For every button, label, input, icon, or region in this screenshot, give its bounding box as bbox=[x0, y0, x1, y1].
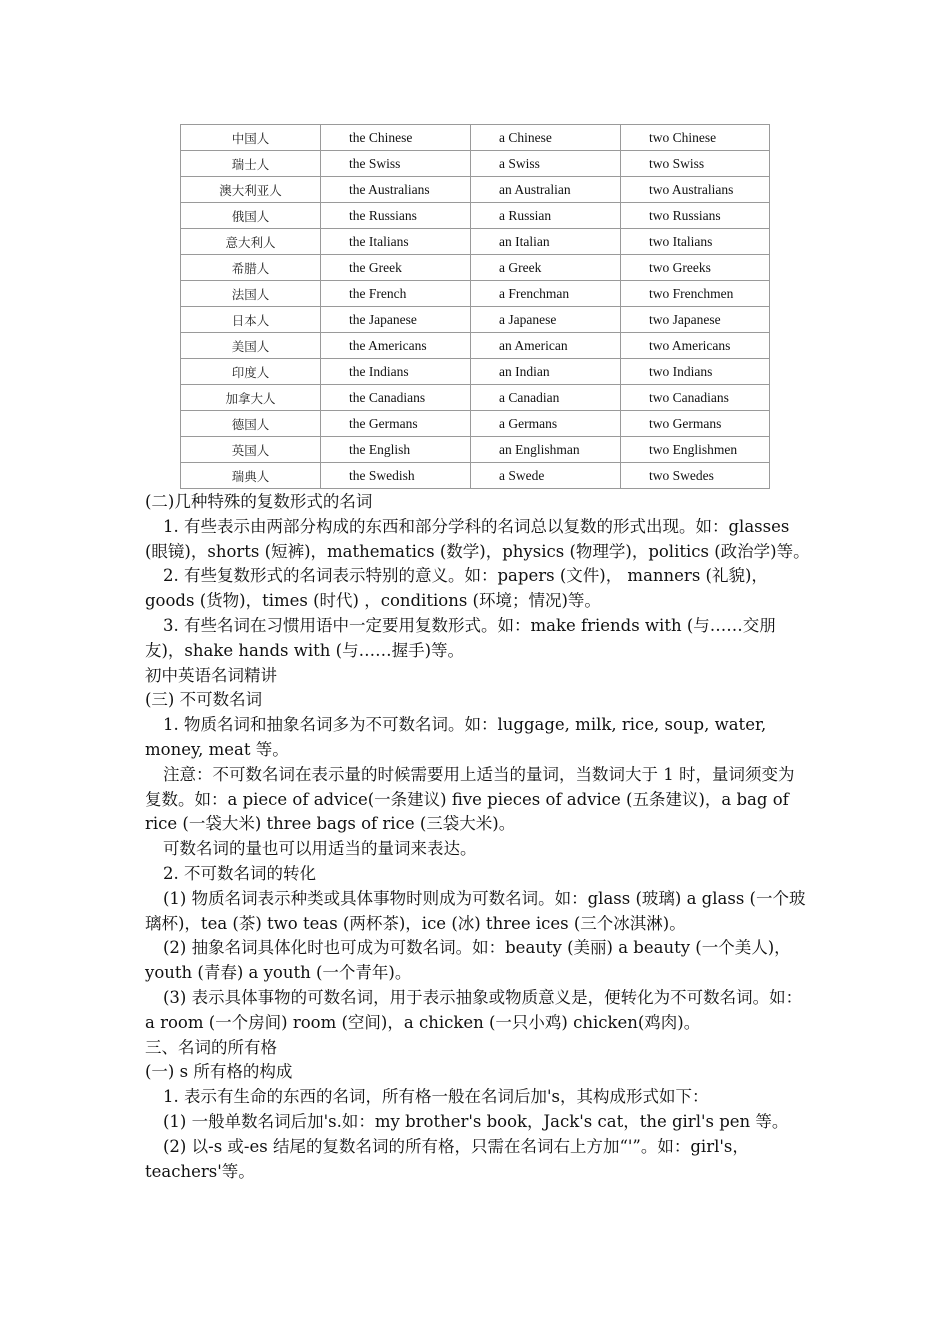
table-row bbox=[181, 281, 770, 307]
singular-cell: an Indian bbox=[471, 359, 621, 385]
two-plural-cell: two Chinese bbox=[621, 125, 770, 151]
singular-cell: a Frenchman bbox=[471, 281, 621, 307]
table-row bbox=[181, 411, 770, 437]
two-plural-cell: two Australians bbox=[621, 177, 770, 203]
subheading-uncountable-conversion: 2. 不可数名词的转化 bbox=[163, 863, 316, 883]
two-plural-cell: two Italians bbox=[621, 229, 770, 255]
two-plural-cell: two Japanese bbox=[621, 307, 770, 333]
section-heading-special-plurals: (二)几种特殊的复数形式的名词 bbox=[145, 492, 373, 511]
singular-cell: a Germans bbox=[471, 411, 621, 437]
chinese-label-cell: 中国人 bbox=[181, 125, 321, 151]
plural-group-cell: the French bbox=[321, 281, 471, 307]
singular-cell: an American bbox=[471, 333, 621, 359]
chinese-label-cell: 加拿大人 bbox=[181, 385, 321, 411]
plural-group-cell: the Greek bbox=[321, 255, 471, 281]
table-row bbox=[181, 151, 770, 177]
paragraph-plural-possessive: (2) 以-s 或-es 结尾的复数名词的所有格，只需在名词右上方加“'”。如：girl's，teachers'等。 bbox=[145, 1136, 749, 1181]
table-row bbox=[181, 255, 770, 281]
paragraph-animate-possessive: 1. 表示有生命的东西的名词，所有格一般在名词后加's，其构成形式如下： bbox=[163, 1087, 709, 1107]
section-heading-possessive: 三、名词的所有格 bbox=[145, 1037, 277, 1057]
two-plural-cell: two Swiss bbox=[621, 151, 770, 177]
nationality-table bbox=[180, 124, 770, 489]
paragraph-material-nouns: (1) 物质名词表示种类或具体事物时则成为可数名词。如：glass (玻璃) a glass (一个玻璃杯)，tea (茶) two teas (两杯茶)，ice (冰) three ices (三个冰淇淋)。 bbox=[145, 888, 806, 933]
paragraph-singular-possessive: (1) 一般单数名词后加's.如：my brother's book，Jack's cat，the girl's pen 等。 bbox=[163, 1111, 789, 1131]
singular-cell: a Russian bbox=[471, 203, 621, 229]
paragraph-uncountable-examples: 1. 物质名词和抽象名词多为不可数名词。如：luggage, milk, rice, soup, water, money, meat 等。 bbox=[145, 715, 767, 759]
chinese-label-cell: 澳大利亚人 bbox=[181, 177, 321, 203]
paragraph-abstract-nouns: (2) 抽象名词具体化时也可成为可数名词。如：beauty (美丽) a beauty (一个美人)，youth (青春) a youth (一个青年)。 bbox=[145, 938, 791, 983]
chinese-label-cell: 瑞士人 bbox=[181, 151, 321, 177]
table-row bbox=[181, 437, 770, 463]
document-title-line: 初中英语名词精讲 bbox=[145, 665, 277, 685]
two-plural-cell: two Indians bbox=[621, 359, 770, 385]
paragraph-note-measure-words: 注意：不可数名词在表示量的时候需要用上适当的量词，当数词大于 1 时，量词须变为复数。如：a piece of advice(一条建议) five pieces of advice (五条建议)，a bag of rice (一袋大米) three bags of rice (三袋大米)。 bbox=[145, 764, 795, 834]
plural-group-cell: the Indians bbox=[321, 359, 471, 385]
two-plural-cell: two Canadians bbox=[621, 385, 770, 411]
two-plural-cell: two Greeks bbox=[621, 255, 770, 281]
plural-group-cell: the Russians bbox=[321, 203, 471, 229]
section-heading-uncountable: (三) 不可数名词 bbox=[145, 690, 263, 710]
chinese-label-cell: 俄国人 bbox=[181, 203, 321, 229]
two-plural-cell: two Swedes bbox=[621, 463, 770, 489]
table-row bbox=[181, 177, 770, 203]
paragraph-concrete-to-uncountable: (3) 表示具体事物的可数名词，用于表示抽象或物质意义是，便转化为不可数名词。如：a room (一个房间) room (空间)，a chicken (一只小鸡) chicken(鸡肉)。 bbox=[145, 987, 803, 1032]
plural-group-cell: the English bbox=[321, 437, 471, 463]
singular-cell: an Australian bbox=[471, 177, 621, 203]
two-plural-cell: two Russians bbox=[621, 203, 770, 229]
table-row bbox=[181, 229, 770, 255]
singular-cell: a Chinese bbox=[471, 125, 621, 151]
plural-group-cell: the Japanese bbox=[321, 307, 471, 333]
singular-cell: a Greek bbox=[471, 255, 621, 281]
singular-cell: a Canadian bbox=[471, 385, 621, 411]
singular-cell: a Swiss bbox=[471, 151, 621, 177]
singular-cell: a Japanese bbox=[471, 307, 621, 333]
chinese-label-cell: 希腊人 bbox=[181, 255, 321, 281]
body-text bbox=[145, 490, 810, 1184]
singular-cell: a Swede bbox=[471, 463, 621, 489]
chinese-label-cell: 法国人 bbox=[181, 281, 321, 307]
chinese-label-cell: 意大利人 bbox=[181, 229, 321, 255]
singular-cell: an Italian bbox=[471, 229, 621, 255]
paragraph-countable-measure: 可数名词的量也可以用适当的量词来表达。 bbox=[163, 839, 477, 859]
table-row bbox=[181, 203, 770, 229]
plural-group-cell: the Swiss bbox=[321, 151, 471, 177]
paragraph-special-meaning-plurals: 2. 有些复数形式的名词表示特别的意义。如：papers (文件)， manners (礼貌)，goods (货物)，times (时代) ，conditions (环境；情况)等。 bbox=[145, 566, 768, 611]
subheading-s-possessive: (一) s 所有格的构成 bbox=[145, 1062, 293, 1082]
singular-cell: an Englishman bbox=[471, 437, 621, 463]
table-row bbox=[181, 463, 770, 489]
table-row bbox=[181, 385, 770, 411]
chinese-label-cell: 美国人 bbox=[181, 333, 321, 359]
two-plural-cell: two Frenchmen bbox=[621, 281, 770, 307]
two-plural-cell: two Englishmen bbox=[621, 437, 770, 463]
table-row bbox=[181, 359, 770, 385]
plural-group-cell: the Swedish bbox=[321, 463, 471, 489]
plural-group-cell: the Australians bbox=[321, 177, 471, 203]
two-plural-cell: two Americans bbox=[621, 333, 770, 359]
chinese-label-cell: 英国人 bbox=[181, 437, 321, 463]
chinese-label-cell: 德国人 bbox=[181, 411, 321, 437]
two-plural-cell: two Germans bbox=[621, 411, 770, 437]
table-row bbox=[181, 307, 770, 333]
chinese-label-cell: 印度人 bbox=[181, 359, 321, 385]
plural-group-cell: the Italians bbox=[321, 229, 471, 255]
chinese-label-cell: 瑞典人 bbox=[181, 463, 321, 489]
paragraph-two-part-nouns: 1. 有些表示由两部分构成的东西和部分学科的名词总以复数的形式出现。如：glasses (眼镜)，shorts (短裤)，mathematics (数学)，physics (物理学)，politics (政治学)等。 bbox=[145, 516, 810, 561]
chinese-label-cell: 日本人 bbox=[181, 307, 321, 333]
table-row bbox=[181, 125, 770, 151]
plural-group-cell: the Chinese bbox=[321, 125, 471, 151]
nationality-table-body bbox=[181, 125, 770, 489]
plural-group-cell: the Canadians bbox=[321, 385, 471, 411]
table-row bbox=[181, 333, 770, 359]
paragraph-idiom-plurals: 3. 有些名词在习惯用语中一定要用复数形式。如：make friends with (与……交朋友)，shake hands with (与……握手)等。 bbox=[145, 615, 776, 660]
plural-group-cell: the Americans bbox=[321, 333, 471, 359]
plural-group-cell: the Germans bbox=[321, 411, 471, 437]
